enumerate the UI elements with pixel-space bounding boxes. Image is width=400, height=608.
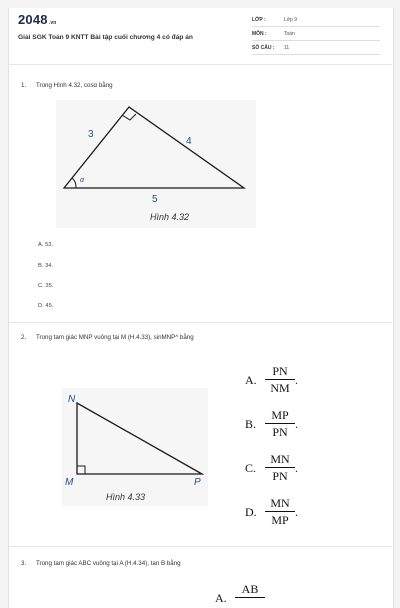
document-title: Giải SGK Toán 9 KNTT Bài tập cuối chương 4 có đáp án <box>18 34 193 41</box>
angle-label-alpha: α <box>80 177 84 184</box>
triangle-figure-4-32 <box>56 100 256 228</box>
figure-caption: Hình 4.33 <box>106 492 146 502</box>
vertex-label-n: N <box>68 394 76 405</box>
worksheet <box>8 8 394 608</box>
question-divider <box>8 546 392 547</box>
option-1a[interactable]: A. 53. <box>38 242 54 248</box>
site-logo[interactable]: 2048.vn <box>18 12 57 27</box>
vertex-label-p: P <box>194 477 201 488</box>
figure-4-32 <box>56 100 256 228</box>
meta-subject: MÔN : Toán <box>252 30 380 41</box>
meta-class: LỚP : Lớp 9 <box>252 16 380 27</box>
meta-question-count: SỐ CÂU : 11 <box>252 44 380 55</box>
question-1: 1. Trong Hình 4.32, cosα bằng <box>21 82 113 89</box>
triangle-figure-4-33 <box>62 388 208 506</box>
side-label-4: 4 <box>186 136 192 147</box>
figure-caption: Hình 4.32 <box>150 212 190 222</box>
option-1d[interactable]: D. 45. <box>38 303 54 309</box>
side-label-3: 3 <box>88 129 94 140</box>
option-1c[interactable]: C. 35. <box>38 283 54 289</box>
side-label-5: 5 <box>152 194 158 205</box>
vertex-label-m: M <box>65 477 74 488</box>
figure-4-33 <box>62 388 208 506</box>
header-divider <box>8 64 392 65</box>
question-3: 3. Trong tam giác ABC vuông tại A (H.4.34), tan B bằng <box>21 560 181 567</box>
question-2: 2. Trong tam giác MNP vuông tại M (H.4.33), sinMNP^ bằng <box>21 334 194 341</box>
option-1b[interactable]: B. 34. <box>38 263 54 269</box>
question-divider <box>8 322 392 323</box>
